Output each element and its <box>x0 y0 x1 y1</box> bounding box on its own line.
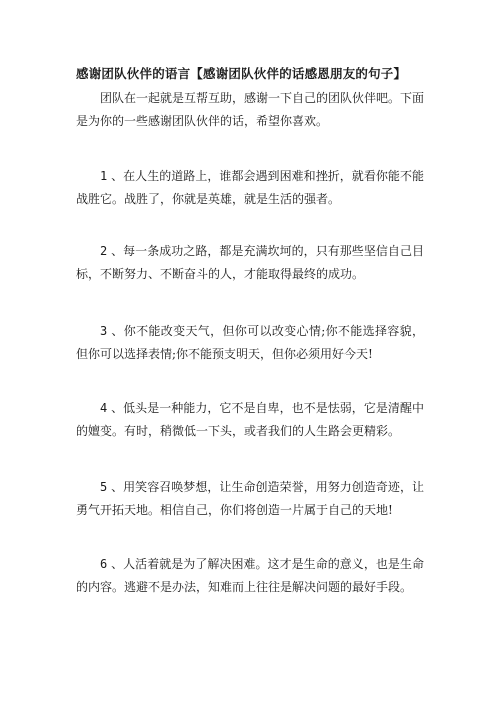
item-number: 2 <box>100 244 108 258</box>
list-item <box>76 397 424 443</box>
list-item <box>76 240 424 286</box>
item-number: 5 <box>100 480 108 494</box>
item-number: 3 <box>100 324 108 338</box>
list-item <box>76 476 424 522</box>
list-item <box>76 165 424 211</box>
page-title: 感谢团队伙伴的语言【感谢团队伙伴的话感恩朋友的句子】 <box>76 66 407 81</box>
item-number: 1 <box>100 169 108 183</box>
item-text: 、用笑容召唤梦想，让生命创造荣誉，用努力创造奇迹，让勇气开拓天地。相信自己，你们将创造一片属于自己的天地! <box>76 480 424 517</box>
item-text: 、你不能改变天气，但你可以改变心情;你不能选择容貌，但你可以选择表情;你不能预支明天，但你必须用好今天! <box>76 324 424 361</box>
item-text: 、人活着就是为了解决困难。这才是生命的意义，也是生命的内容。逃避不是办法，知难而上往往是解决问题的最好手段。 <box>76 557 424 594</box>
list-item <box>76 320 424 366</box>
item-text: 、低头是一种能力，它不是自卑，也不是怯弱，它是清醒中的嬗变。有时，稍微低一下头，或者我们的人生路会更精彩。 <box>76 401 424 438</box>
intro-paragraph: 团队在一起就是互帮互助，感谢一下自己的团队伙伴吧。下面是为你的一些感谢团队伙伴的话，希望你喜欢。 <box>76 91 425 128</box>
item-text: 、每一条成功之路，都是充满坎坷的，只有那些坚信自己目标，不断努力、不断奋斗的人，才能取得最终的成功。 <box>76 244 424 281</box>
item-text: 、在人生的道路上，谁都会遇到困难和挫折，就看你能不能战胜它。战胜了，你就是英雄，就是生活的强者。 <box>76 169 424 206</box>
item-number: 4 <box>100 401 108 415</box>
list-item <box>76 553 424 599</box>
item-number: 6 <box>100 557 108 571</box>
